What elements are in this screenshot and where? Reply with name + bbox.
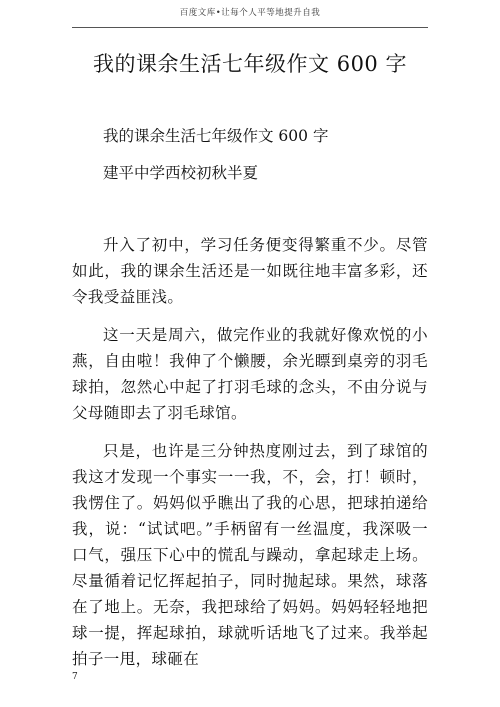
header-divider xyxy=(72,27,428,28)
document-title: 我的课余生活七年级作文 600 字 xyxy=(93,52,407,76)
author-line: 建平中学西校初秋半夏 xyxy=(103,164,259,182)
paragraph: 这一天是周六，做完作业的我就好像欢悦的小燕，自由啦！我伸了个懒腰，余光瞟到桌旁的羽毛球拍，忽然心中起了打羽毛球的念头，不由分说与父母随即去了羽毛球馆。 xyxy=(72,326,428,422)
page-number: 7 xyxy=(72,672,78,682)
document-body xyxy=(72,232,428,684)
paragraph: 只是，也许是三分钟热度刚过去，到了球馆的我这才发现一个事实一一我，不，会，打！顿时，我愣住了。妈妈似乎瞧出了我的心思，把球拍递给我，说：“试试吧。”手柄留有一丝温度，我深吸一口气，强压下心中的慌乱与躁动，拿起球走上场。尽量循着记忆挥起拍子，同时抛起球。果然，球落在了地上。无奈，我把球给了妈妈。妈妈轻轻地把球一提，挥起球拍，球就听话地飞了过来。我举起拍子一甩，球砸在 xyxy=(72,442,428,668)
paragraph: 升入了初中，学习任务便变得繁重不少。尽管如此，我的课余生活还是一如既往地丰富多彩，还令我受益匪浅。 xyxy=(72,236,428,306)
page-header: 百度文库•让每个人平等地提升自我 xyxy=(179,8,321,18)
document-subtitle: 我的课余生活七年级作文 600 字 xyxy=(103,127,329,145)
